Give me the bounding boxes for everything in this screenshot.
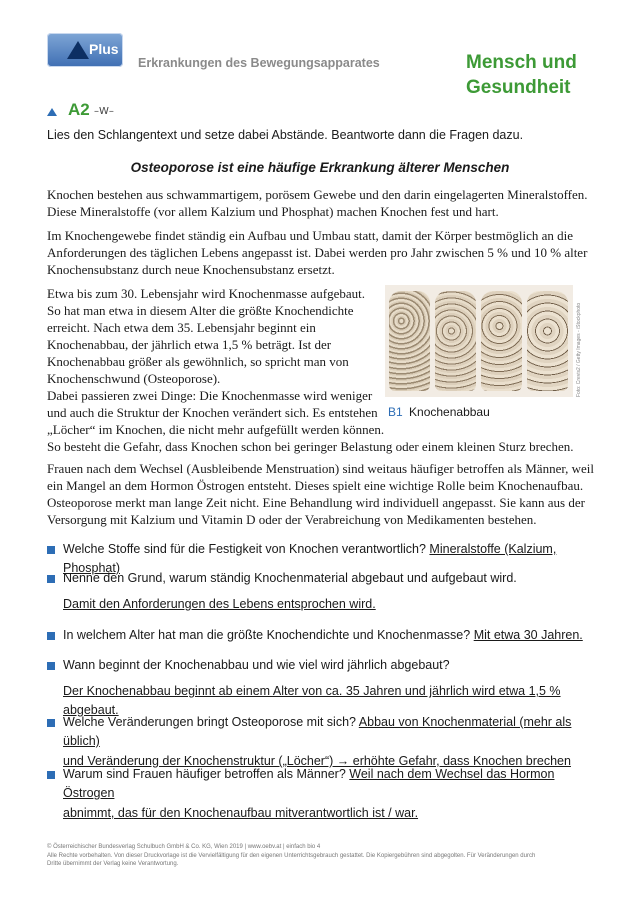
question-text: Nenne den Grund, warum ständig Knochenmaterial abgebaut und aufgebaut wird. [63, 571, 517, 585]
header-topic: Erkrankungen des Bewegungsapparates [138, 56, 380, 70]
figure-number: B1 [388, 405, 403, 419]
footer-line-3: Dritte übernimmt der Verlag keine Verantwortung. [47, 861, 179, 867]
footer-line-2: Alle Rechte vorbehalten. Von dieser Druckvorlage ist die Vervielfältigung für den eigenen Unterrichtsgebrauch gestattet. Die Kopiergebühren sind abgegolten. Für Veränderungen durch [47, 852, 536, 859]
subject-line-1: Mensch und [466, 52, 577, 73]
text-line: und auch die Struktur der Knochen verändert sich. Es entstehen [47, 405, 378, 420]
question-text: Warum sind Frauen häufiger betroffen als Männer? [63, 767, 346, 781]
answer-text-continued: abnimmt, das für den Knochenaufbau mitverantwortlich ist / war. [63, 806, 419, 820]
article-paragraph-4 [47, 460, 595, 528]
text-line: Knochenschwund (Osteoporose). [47, 371, 221, 386]
logo-text: Plus [89, 41, 119, 57]
answer-text: Weil nach dem Wechsel das Hormon Östrogen [63, 767, 555, 800]
article-paragraph-2 [47, 227, 595, 278]
question-text: Wann beginnt der Knochenabbau und wie viel wird jährlich abgebaut? [63, 658, 450, 672]
triangle-logo-icon [67, 41, 89, 59]
copyright-footer [47, 843, 607, 869]
task-tag: –W– [94, 106, 114, 117]
subject-line-2: Gesundheit [466, 77, 571, 98]
question-3 [47, 626, 607, 645]
square-bullet-icon [47, 546, 55, 554]
header-subject [466, 50, 577, 100]
question-line [63, 765, 607, 803]
square-bullet-icon [47, 662, 55, 670]
bone-stage-2-image [435, 291, 476, 391]
answer-text: Abbau von Knochenmaterial (mehr als üblich) [63, 715, 572, 748]
text-line: Etwa bis zum 30. Lebensjahr wird Knochenmasse aufgebaut. [47, 286, 366, 301]
figure-caption [388, 405, 490, 419]
text-line: Knochenabbau größer als gewöhnlich, so spricht man von [47, 354, 349, 369]
question-5 [47, 713, 607, 771]
question-2 [47, 569, 607, 614]
healthy-bone-image [389, 291, 430, 391]
square-bullet-icon [47, 632, 55, 640]
text-line: Osteoporose merkt man lange Zeit nicht. Eine Behandlung wird individuell angepasst. Sie kann aus der [47, 495, 585, 510]
question-6 [47, 765, 607, 823]
question-line [63, 626, 607, 645]
article-title: Osteoporose ist eine häufige Erkrankung älterer Menschen [130, 160, 510, 175]
bone-stage-3-image [481, 291, 522, 391]
publisher-logo [47, 33, 123, 67]
article-paragraph-1 [47, 186, 595, 220]
task-id: A2 [68, 100, 90, 119]
text-line: Im Knochengewebe findet ständig ein Aufbau und Umbau statt, damit der Körper bestmöglich an die [47, 228, 573, 243]
text-line: Versorgung mit Kalzium und Vitamin D oder der Verabreichung von Medikamenten bestehen. [47, 512, 537, 527]
text-line: Knochensubstanz durch neue Knochensubstanz ersetzt. [47, 262, 335, 277]
text-line: So hat man etwa in diesem Alter die größte Knochendichte [47, 303, 354, 318]
bone-loss-figure [385, 285, 573, 397]
question-line [63, 713, 607, 751]
square-bullet-icon [47, 575, 55, 583]
answer-text: Mit etwa 30 Jahren. [473, 628, 583, 642]
question-text: Welche Stoffe sind für die Festigkeit von Knochen verantwortlich? [63, 542, 426, 556]
text-line: ein Mangel an dem Hormon Östrogen entsteht. Dieses spielt eine wichtige Rolle beim Knochenaufbau. [47, 478, 584, 493]
question-4 [47, 656, 607, 720]
figure-caption-text: Knochenabbau [409, 405, 490, 419]
question-text: Welche Veränderungen bringt Osteoporose mit sich? [63, 715, 356, 729]
answer-text: Der Knochenabbau beginnt ab einem Alter von ca. 35 Jahren und jährlich wird etwa 1,5 % abgebaut. [63, 684, 561, 717]
footer-line-1: © Österreichischer Bundesverlag Schulbuch GmbH & Co. KG, Wien 2019 | www.oebv.at | einfach bio 4 [47, 844, 321, 850]
answer-text-continued: und Veränderung der Knochenstruktur („Löcher“) → erhöhte Gefahr, dass Knochen brechen [63, 754, 571, 768]
text-line: Dabei passieren zwei Dinge: Die Knochenmasse wird weniger [47, 388, 373, 403]
text-line: Anforderungen des täglichen Lebens angepasst ist. Dabei werden pro Jahr zwischen 5 % und 10 % alter [47, 245, 588, 260]
text-line: Knochenabbau, der jährlich etwa 1,5 % beträgt. Ist der [47, 337, 332, 352]
text-line: Frauen nach dem Wechsel (Ausbleibende Menstruation) sind weitaus häufiger betroffen als Männer, weil [47, 461, 595, 476]
answer-text: Mineralstoffe (Kalzium, Phosphat) [63, 542, 557, 575]
task-instruction: Lies den Schlangentext und setze dabei Abstände. Beantworte dann die Fragen dazu. [47, 128, 524, 142]
question-text: In welchem Alter hat man die größte Knochendichte und Knochenmasse? [63, 628, 471, 642]
square-bullet-icon [47, 771, 55, 779]
text-line: „Löcher“ im Knochen, die nicht mehr aufgefüllt werden können. [47, 422, 385, 437]
text-line: So besteht die Gefahr, dass Knochen schon bei geringer Belastung oder einem kleinen Sturz brechen. [47, 439, 574, 454]
difficulty-triangle-icon [47, 108, 57, 116]
text-line: Diese Mineralstoffe (vor allem Kalzium und Phosphat) machen Knochen fest und hart. [47, 204, 499, 219]
text-line: erreicht. Nach etwa dem 35. Lebensjahr beginnt ein [47, 320, 316, 335]
square-bullet-icon [47, 719, 55, 727]
osteoporotic-bone-image [527, 291, 568, 391]
photo-credit: Foto: Crevis2 / Getty Images - iStockphoto [576, 302, 582, 397]
text-line: Knochen bestehen aus schwammartigem, porösem Gewebe und den darin eingelagerten Mineralstoffen. [47, 187, 588, 202]
answer-text: Damit den Anforderungen des Lebens entsprochen wird. [63, 597, 376, 611]
